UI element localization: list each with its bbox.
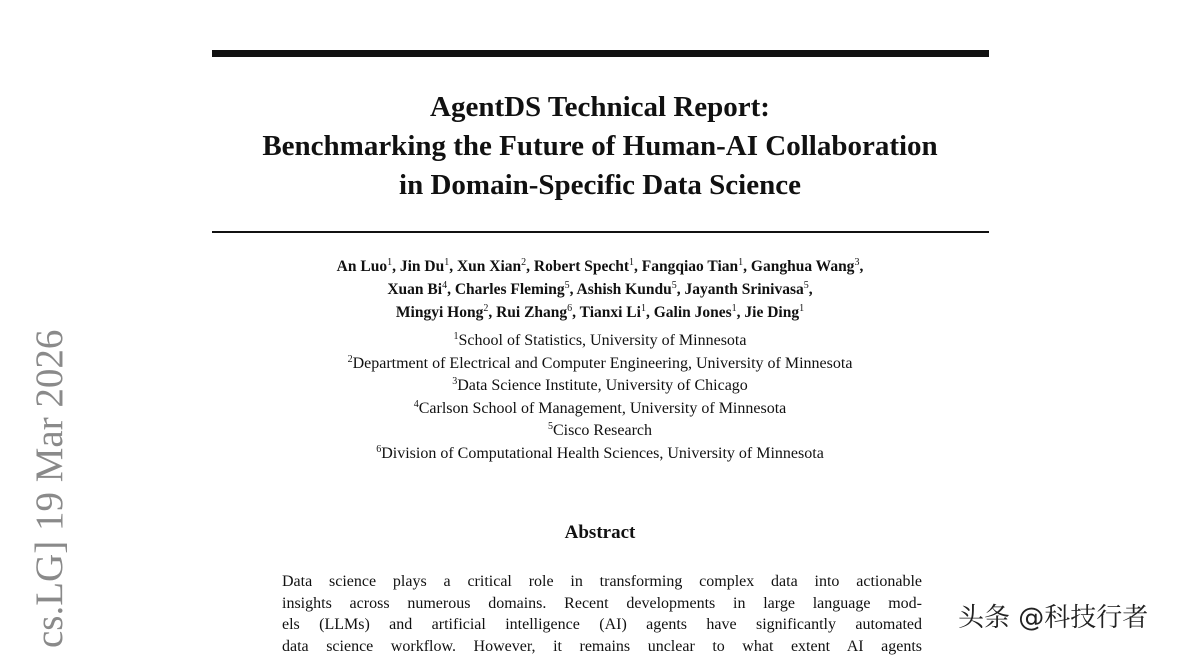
title-line: in Domain-Specific Data Science (200, 166, 1000, 205)
author-name: Ashish Kundu (577, 281, 672, 298)
title-line: AgentDS Technical Report: (200, 88, 1000, 127)
affiliation-number: 3 (452, 376, 457, 387)
author-affiliation-mark: 3 (854, 257, 859, 268)
author-name: Galin Jones (654, 304, 732, 321)
author-name: Tianxi Li (580, 304, 641, 321)
affiliation-text: Cisco Research (553, 422, 652, 439)
affiliation-text: School of Statistics, University of Minnesota (459, 332, 747, 349)
affiliation-text: Data Science Institute, University of Chicago (457, 377, 748, 394)
abstract-line: els (LLMs) and artificial intelligence (AI) agents have significantly automated (282, 614, 922, 636)
author-name: Mingyi Hong (396, 304, 483, 321)
affiliation-number: 1 (454, 331, 459, 342)
author-line: Mingyi Hong$^2$, Rui Zhang$^6$, Tianxi Li$^1$, Galin Jones$^1$, Jie Ding$^1$ (200, 301, 1000, 324)
author-affiliation-mark: 2 (483, 303, 488, 314)
affiliation-list (200, 330, 1000, 465)
author-name: Rui Zhang (496, 304, 567, 321)
author-name: Ganghua Wang (751, 258, 855, 275)
author-affiliation-mark: 2 (521, 257, 526, 268)
author-affiliation-mark: 1 (629, 257, 634, 268)
author-line: An Luo$^1$, Jin Du$^1$, Xun Xian$^2$, Robert Specht$^1$, Fangqiao Tian$^1$, Ganghua Wang$^3$, (200, 255, 1000, 278)
author-name: Jie Ding (744, 304, 799, 321)
author-affiliation-mark: 1 (387, 257, 392, 268)
author-affiliation-mark: 1 (799, 303, 804, 314)
author-name: Xun Xian (457, 258, 521, 275)
author-list (200, 255, 1000, 324)
author-name: Xuan Bi (387, 281, 442, 298)
abstract-heading: Abstract (200, 522, 1000, 544)
affiliation-line (200, 375, 1000, 398)
author-affiliation-mark: 5 (565, 280, 570, 291)
abstract-line: insights across numerous domains. Recent developments in large language mod- (282, 593, 922, 615)
author-name: Fangqiao Tian (642, 258, 738, 275)
title-bottom-rule (212, 231, 989, 233)
author-affiliation-mark: 1 (641, 303, 646, 314)
abstract-body (282, 571, 922, 657)
affiliation-number: 6 (376, 444, 381, 455)
author-name: Robert Specht (534, 258, 629, 275)
abstract-line: Data science plays a critical role in transforming complex data into actionable (282, 571, 922, 593)
paper-title (200, 88, 1000, 205)
abstract-line: data science workflow. However, it remains unclear to what extent AI agents (282, 636, 922, 657)
affiliation-line (200, 420, 1000, 443)
affiliation-text: Division of Computational Health Sciences, University of Minnesota (381, 445, 824, 462)
author-affiliation-mark: 1 (444, 257, 449, 268)
author-affiliation-mark: 6 (567, 303, 572, 314)
author-affiliation-mark: 1 (738, 257, 743, 268)
author-line: Xuan Bi$^4$, Charles Fleming$^5$, Ashish Kundu$^5$, Jayanth Srinivasa$^5$, (200, 278, 1000, 301)
affiliation-text: Department of Electrical and Computer Engineering, University of Minnesota (353, 355, 853, 372)
watermark-text: 头条 @科技行者 (958, 597, 1148, 634)
affiliation-number: 4 (414, 399, 419, 410)
title-line: Benchmarking the Future of Human-AI Collaboration (200, 127, 1000, 166)
author-name: An Luo (337, 258, 387, 275)
arxiv-side-stamp: cs.LG] 19 Mar 2026 (28, 330, 72, 648)
author-name: Jayanth Srinivasa (684, 281, 803, 298)
affiliation-line (200, 353, 1000, 376)
top-rule (212, 50, 989, 57)
affiliation-text: Carlson School of Management, University of Minnesota (419, 400, 787, 417)
author-name: Charles Fleming (455, 281, 565, 298)
author-affiliation-mark: 1 (732, 303, 737, 314)
affiliation-line (200, 443, 1000, 466)
author-name: Jin Du (400, 258, 444, 275)
affiliation-line (200, 398, 1000, 421)
affiliation-number: 2 (348, 354, 353, 365)
author-affiliation-mark: 5 (804, 280, 809, 291)
author-affiliation-mark: 4 (442, 280, 447, 291)
author-affiliation-mark: 5 (672, 280, 677, 291)
affiliation-number: 5 (548, 421, 553, 432)
affiliation-line (200, 330, 1000, 353)
